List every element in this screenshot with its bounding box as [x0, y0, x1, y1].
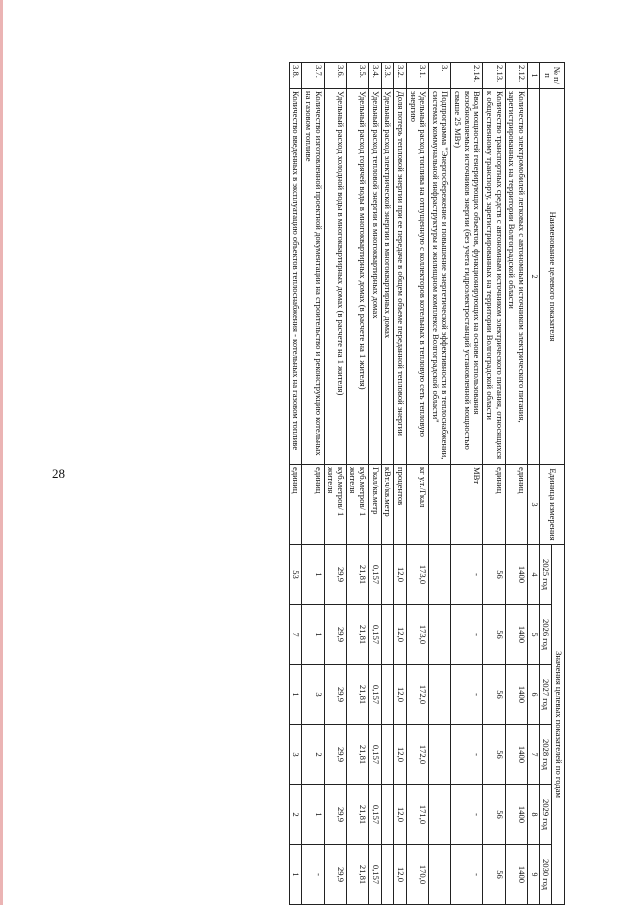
header-year: 2027 год [539, 665, 552, 725]
header-column-index: 4 [527, 545, 539, 605]
row-number: 2.13. [483, 63, 505, 89]
indicator-value: 1400 [505, 545, 527, 605]
indicator-name: Количество введенных в эксплуатацию объектов теплоснабжения - котельных на газовом топливе [289, 89, 302, 465]
indicator-value: 3 [289, 725, 302, 785]
unit-of-measure: куб.метров/ 1 жителя [346, 465, 368, 545]
indicator-value: 29,9 [324, 605, 346, 665]
header-column-index: 3 [527, 465, 539, 545]
indicator-value [429, 845, 451, 905]
indicator-value: 21,81 [346, 545, 368, 605]
row-number: 3.4. [369, 63, 382, 89]
indicator-value: 21,81 [346, 785, 368, 845]
indicator-value: 0,157 [369, 545, 382, 605]
indicator-value [429, 665, 451, 725]
indicator-value: - [302, 845, 324, 905]
indicator-name: Количество транспортных средств с автономным источником электрического питания, относящихся к общественному транспорту, зарегистрированных на территории Волгоградской области [483, 89, 505, 465]
indicator-name: Количество электромобилей легковых с автономным источником электрического питания, зарегистрированных на территории Волгоградской области [505, 89, 527, 465]
indicator-value: 1 [289, 845, 302, 905]
indicator-value: 29,9 [324, 545, 346, 605]
indicator-value [381, 785, 394, 845]
indicator-value: 12,0 [394, 545, 407, 605]
indicator-value: - [451, 845, 483, 905]
indicator-value: 12,0 [394, 665, 407, 725]
rotated-table-container [110, 62, 565, 904]
indicator-name: Ввод мощностей генерирующих объектов, функционирующих на основе использования возобновляемых источников энергии (без учета гидроэлектростанций установленной мощностью свыше 25 МВт) [451, 89, 483, 465]
header-column-index: 5 [527, 605, 539, 665]
indicator-value [429, 785, 451, 845]
header-column-index: 9 [527, 845, 539, 905]
indicator-value: 12,0 [394, 845, 407, 905]
header-column-index: 2 [527, 89, 539, 465]
table-row [324, 63, 346, 905]
indicator-value: 1 [302, 785, 324, 845]
indicator-value: 0,157 [369, 665, 382, 725]
header-year: 2025 год [539, 545, 552, 605]
indicator-value: 1 [289, 665, 302, 725]
row-number: 3.5. [346, 63, 368, 89]
indicator-value: 1400 [505, 725, 527, 785]
indicator-name: Количество изготовленной проектной документации на строительство и реконструкцию котельных на газовом топливе [302, 89, 324, 465]
indicator-value: 21,81 [346, 665, 368, 725]
unit-of-measure: Гкал/кв.метр [369, 465, 382, 545]
target-indicators-table [289, 62, 565, 905]
indicator-value: 56 [483, 545, 505, 605]
indicator-value: 1400 [505, 605, 527, 665]
row-number: 3.2. [394, 63, 407, 89]
indicator-value: 29,9 [324, 785, 346, 845]
header-unit: Единица измерения [539, 465, 564, 545]
scan-edge-mark [0, 0, 3, 905]
unit-of-measure: МВт [451, 465, 483, 545]
indicator-value: 56 [483, 785, 505, 845]
indicator-value: 3 [302, 665, 324, 725]
table-row [483, 63, 505, 905]
table-row [429, 63, 451, 905]
indicator-value: 12,0 [394, 605, 407, 665]
table-row [381, 63, 394, 905]
indicator-value: 1400 [505, 785, 527, 845]
row-number: 3.6. [324, 63, 346, 89]
unit-of-measure: единиц [289, 465, 302, 545]
header-column-index: 1 [527, 63, 539, 89]
unit-of-measure: кВт.ч/кв.метр [381, 465, 394, 545]
indicator-value: 21,81 [346, 605, 368, 665]
indicator-value: - [451, 605, 483, 665]
unit-of-measure [429, 465, 451, 545]
header-column-index: 8 [527, 785, 539, 845]
table-row [302, 63, 324, 905]
row-number: 2.12. [505, 63, 527, 89]
indicator-value: 171,0 [406, 785, 428, 845]
indicator-name: Удельный расход холодной воды в многоквартирных домах (в расчете на 1 жителя) [324, 89, 346, 465]
indicator-value: 21,81 [346, 725, 368, 785]
indicator-value [381, 725, 394, 785]
indicator-value: 12,0 [394, 785, 407, 845]
table-row [369, 63, 382, 905]
unit-of-measure: куб.метров/ 1 жителя [324, 465, 346, 545]
indicator-value: 56 [483, 605, 505, 665]
indicator-value: 0,157 [369, 785, 382, 845]
indicator-value: 56 [483, 725, 505, 785]
header-num: № п/п [539, 63, 564, 89]
indicator-value [429, 545, 451, 605]
indicator-value: 12,0 [394, 725, 407, 785]
row-number: 2.14. [451, 63, 483, 89]
unit-of-measure: кг у.т./Гкал [406, 465, 428, 545]
indicator-value: 2 [302, 725, 324, 785]
indicator-value: 170,0 [406, 845, 428, 905]
indicator-value: 1400 [505, 665, 527, 725]
table-row [346, 63, 368, 905]
header-year: 2030 год [539, 845, 552, 905]
table-row [505, 63, 527, 905]
table-row [289, 63, 302, 905]
row-number: 3.3. [381, 63, 394, 89]
indicator-name: Удельный расход электрической энергии в многоквартирных домах [381, 89, 394, 465]
indicator-value [381, 545, 394, 605]
indicator-value: 29,9 [324, 725, 346, 785]
indicator-value [429, 605, 451, 665]
header-column-index: 6 [527, 665, 539, 725]
indicator-value: 172,0 [406, 725, 428, 785]
page-number: 28 [52, 466, 65, 481]
indicator-value: 0,157 [369, 605, 382, 665]
indicator-value: 56 [483, 845, 505, 905]
header-values-group: Значения целевых показателей по годам [552, 545, 565, 905]
indicator-name: Удельный расход топлива на отпущенную с коллекторов котельных в тепловую сеть тепловую энергию [406, 89, 428, 465]
row-number: 3. [429, 63, 451, 89]
table-row [394, 63, 407, 905]
indicator-value: 21,81 [346, 845, 368, 905]
unit-of-measure: единиц [302, 465, 324, 545]
indicator-value: - [451, 725, 483, 785]
indicator-value: 1 [302, 545, 324, 605]
indicator-value [429, 725, 451, 785]
indicator-value [381, 845, 394, 905]
row-number: 3.8. [289, 63, 302, 89]
header-column-index: 7 [527, 725, 539, 785]
indicator-value: 0,157 [369, 845, 382, 905]
indicator-value: 173,0 [406, 605, 428, 665]
indicator-value: 172,0 [406, 665, 428, 725]
indicator-value [381, 665, 394, 725]
indicator-value: 173,0 [406, 545, 428, 605]
indicator-value: 29,9 [324, 845, 346, 905]
indicator-name: Удельный расход тепловой энергии в многоквартирных домах [369, 89, 382, 465]
indicator-name: Удельный расход горячей воды в многоквартирных домах (в расчете на 1 жителя) [346, 89, 368, 465]
table-row [406, 63, 428, 905]
indicator-value: 2 [289, 785, 302, 845]
header-name: Наименование целевого показателя [539, 89, 564, 465]
indicator-value: - [451, 785, 483, 845]
indicator-name: Подпрограмма "Энергосбережение и повышение энергетической эффективности в теплоснабжении, системах коммунальной инфраструктуры и жилищном комплексе Волгоградской области" [429, 89, 451, 465]
header-year: 2028 год [539, 725, 552, 785]
indicator-value: 29,9 [324, 665, 346, 725]
row-number: 3.7. [302, 63, 324, 89]
indicator-value: 53 [289, 545, 302, 605]
indicator-value: 56 [483, 665, 505, 725]
unit-of-measure: процентов [394, 465, 407, 545]
indicator-value: - [451, 545, 483, 605]
table-row [451, 63, 483, 905]
unit-of-measure: единиц [483, 465, 505, 545]
row-number: 3.1. [406, 63, 428, 89]
indicator-value [381, 605, 394, 665]
indicator-name: Доля потерь тепловой энергии при ее передаче в общем объеме переданной тепловой энергии [394, 89, 407, 465]
indicator-value: 7 [289, 605, 302, 665]
indicator-value: 1 [302, 605, 324, 665]
unit-of-measure: единиц [505, 465, 527, 545]
indicator-value: - [451, 665, 483, 725]
indicator-value: 0,157 [369, 725, 382, 785]
header-year: 2026 год [539, 605, 552, 665]
indicator-value: 1400 [505, 845, 527, 905]
header-year: 2029 год [539, 785, 552, 845]
